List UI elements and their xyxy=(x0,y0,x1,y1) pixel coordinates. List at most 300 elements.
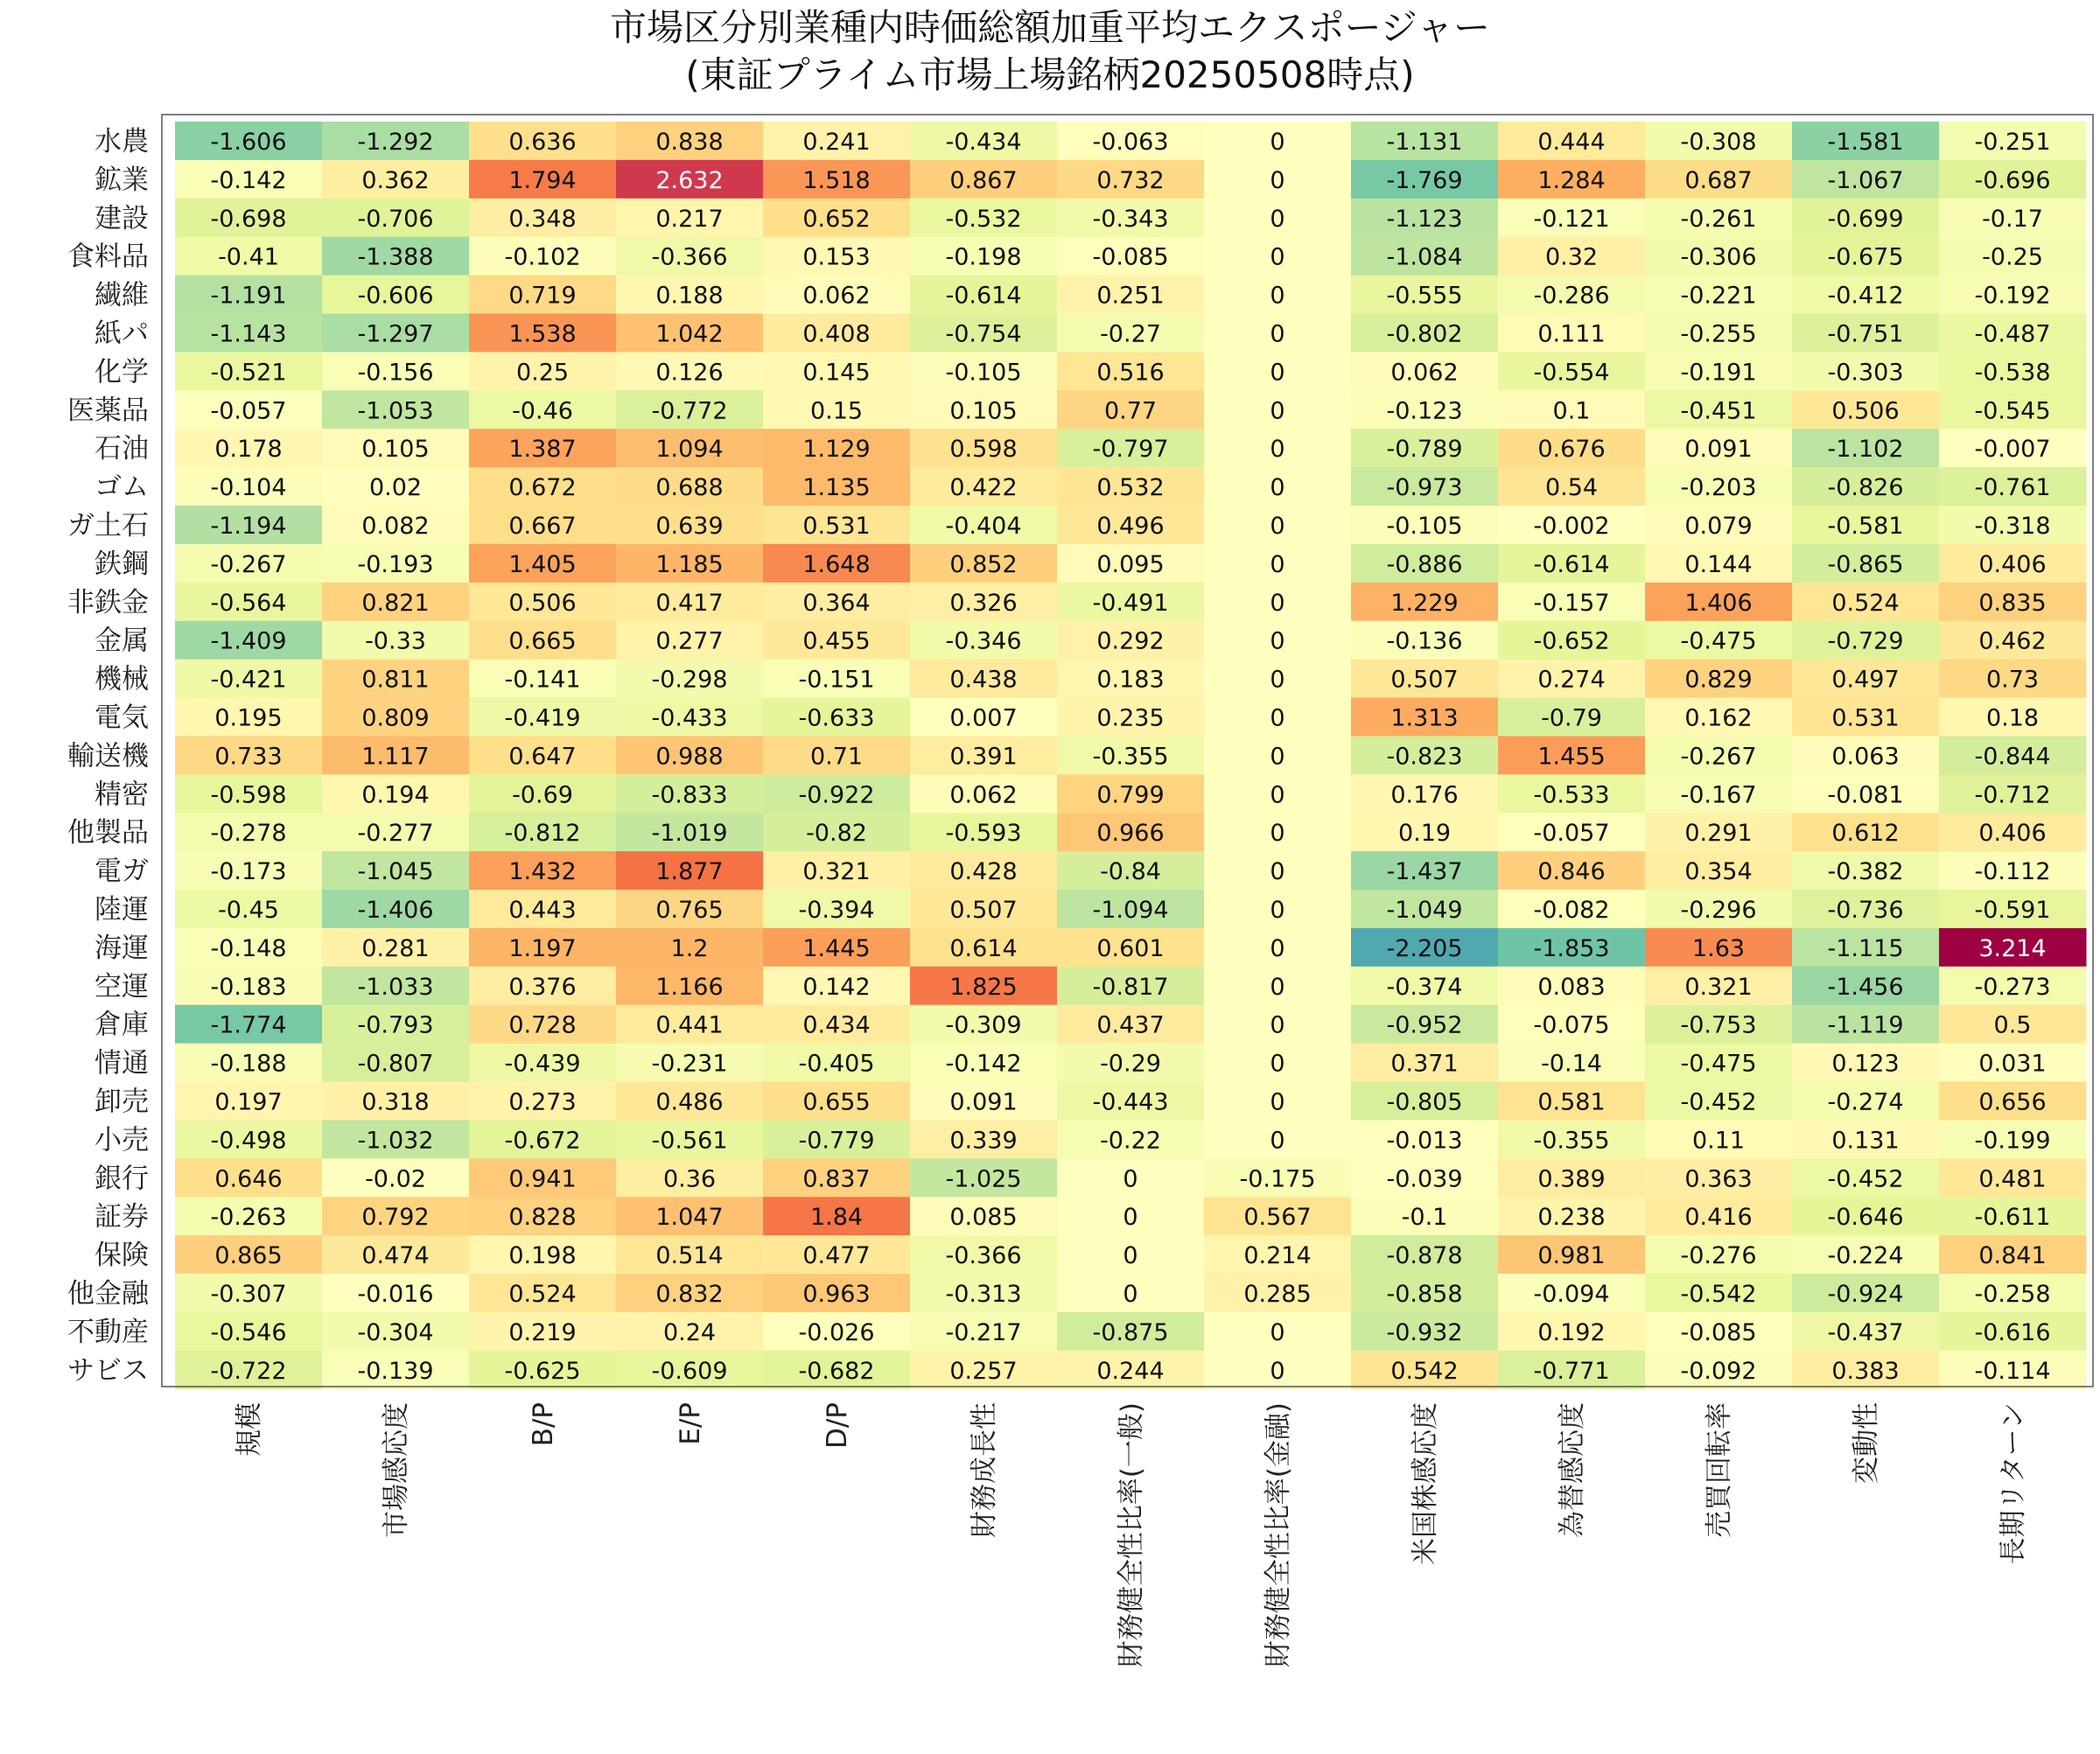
cell-value-label: -1.388 xyxy=(357,243,434,271)
cell-value-label: -0.561 xyxy=(651,1127,728,1155)
cell-value-label: -0.303 xyxy=(1827,359,1904,387)
cell-value-label: 1.129 xyxy=(802,436,871,464)
row-label: 空運 xyxy=(94,970,149,1003)
cell-value-label: -0.173 xyxy=(210,858,287,886)
cell-value-label: 0.496 xyxy=(1096,512,1165,540)
cell-value-label: -0.802 xyxy=(1386,320,1463,348)
cell-value-label: -0.1 xyxy=(1401,1204,1448,1232)
cell-value-label: -0.156 xyxy=(357,359,434,387)
cell-value-label: 0.348 xyxy=(508,205,577,233)
cell-value-label: 0.25 xyxy=(515,359,570,387)
cell-value-label: -0.772 xyxy=(651,397,728,425)
cell-value-label: -0.307 xyxy=(210,1280,287,1308)
cell-value-label: 0.131 xyxy=(1831,1127,1900,1155)
cell-value-label: 1.825 xyxy=(949,973,1018,1001)
cell-value-label: -0.437 xyxy=(1827,1318,1904,1346)
cell-value-label: -1.067 xyxy=(1827,166,1904,194)
cell-value-label: -0.221 xyxy=(1680,282,1757,310)
cell-value-label: 0 xyxy=(1270,205,1285,233)
cell-value-label: -0.309 xyxy=(945,1011,1022,1039)
cell-value-label: -0.722 xyxy=(210,1357,287,1385)
cell-value-label: 0 xyxy=(1270,1127,1285,1155)
cell-value-label: 1.094 xyxy=(655,436,724,464)
cell-value-label: 0.428 xyxy=(949,858,1018,886)
cell-value-label: -1.025 xyxy=(945,1165,1022,1193)
cell-value-label: -0.706 xyxy=(357,205,434,233)
cell-value-label: 0.062 xyxy=(1390,359,1459,387)
column-label: 変動性 xyxy=(1851,1402,1882,1484)
cell-value-label: -0.366 xyxy=(651,243,728,271)
row-label: 海運 xyxy=(94,932,149,964)
cell-value-label: -0.33 xyxy=(365,627,426,655)
row-label: 卸売 xyxy=(94,1086,149,1118)
cell-value-label: -1.853 xyxy=(1533,934,1610,962)
cell-value-label: -0.452 xyxy=(1827,1165,1904,1193)
cell-value-label: 1.284 xyxy=(1537,166,1606,194)
cell-value-label: 1.538 xyxy=(508,320,577,348)
cell-value-label: -0.404 xyxy=(945,512,1022,540)
cell-value-label: 0 xyxy=(1123,1280,1138,1308)
cell-value-label: 0.031 xyxy=(1978,1050,2047,1078)
cell-value-label: 1.84 xyxy=(809,1204,864,1232)
cell-value-label: -0.555 xyxy=(1386,282,1463,310)
cell-value-label: 0.506 xyxy=(508,589,577,617)
cell-value-label: -0.611 xyxy=(1974,1204,2051,1232)
cell-value-label: -0.039 xyxy=(1386,1165,1463,1193)
cell-value-label: 0.612 xyxy=(1831,820,1900,848)
row-label: 不動産 xyxy=(67,1316,149,1348)
cell-value-label: 0.24 xyxy=(662,1318,717,1346)
cell-value-label: -0.487 xyxy=(1974,320,2051,348)
heatmap-cells xyxy=(175,122,2087,1389)
cell-value-label: 0.091 xyxy=(1684,436,1753,464)
cell-value-label: -0.533 xyxy=(1533,781,1610,809)
cell-value-label: -0.771 xyxy=(1533,1357,1610,1385)
cell-value-label: -0.443 xyxy=(1092,1088,1169,1116)
cell-value-label: -1.049 xyxy=(1386,896,1463,924)
cell-value-label: -1.456 xyxy=(1827,973,1904,1001)
cell-value-label: -0.27 xyxy=(1100,320,1161,348)
row-label: 鉱業 xyxy=(94,164,149,196)
cell-value-label: -0.538 xyxy=(1974,359,2051,387)
cell-value-label: 0.079 xyxy=(1684,512,1753,540)
cell-value-label: 0.285 xyxy=(1243,1280,1312,1308)
cell-value-label: -0.276 xyxy=(1680,1242,1757,1270)
cell-value-label: -0.14 xyxy=(1541,1050,1602,1078)
column-label: 長期リターン xyxy=(1998,1402,2029,1565)
cell-value-label: -0.29 xyxy=(1100,1050,1161,1078)
cell-value-label: -1.123 xyxy=(1386,205,1463,233)
cell-value-label: -0.217 xyxy=(945,1318,1022,1346)
cell-value-label: 0.837 xyxy=(802,1165,871,1193)
cell-value-label: -0.105 xyxy=(1386,512,1463,540)
cell-value-label: -0.751 xyxy=(1827,320,1904,348)
cell-value-label: -0.261 xyxy=(1680,205,1757,233)
cell-value-label: -0.865 xyxy=(1827,550,1904,578)
cell-value-label: 0.18 xyxy=(1985,704,2040,732)
cell-value-label: 0.235 xyxy=(1096,704,1165,732)
cell-value-label: 0.214 xyxy=(1243,1242,1312,1270)
cell-value-label: 0.321 xyxy=(1684,973,1753,1001)
cell-value-label: -0.793 xyxy=(357,1011,434,1039)
column-label: 財務健全性比率(金融) xyxy=(1263,1402,1294,1668)
cell-value-label: 0 xyxy=(1270,820,1285,848)
cell-value-label: -0.082 xyxy=(1533,896,1610,924)
cell-value-label: -0.142 xyxy=(210,166,287,194)
cell-value-label: -0.922 xyxy=(798,781,875,809)
cell-value-label: -1.406 xyxy=(357,896,434,924)
cell-value-label: 0.832 xyxy=(655,1280,724,1308)
cell-value-label: -0.439 xyxy=(504,1050,581,1078)
cell-value-label: -0.063 xyxy=(1092,128,1169,156)
cell-value-label: 0.811 xyxy=(361,666,430,694)
cell-value-label: 0 xyxy=(1270,1318,1285,1346)
row-label: 化学 xyxy=(94,356,149,388)
cell-value-label: 0.462 xyxy=(1978,627,2047,655)
row-label: 石油 xyxy=(94,433,149,465)
cell-value-label: 2.632 xyxy=(655,166,724,194)
cell-value-label: 0.474 xyxy=(361,1242,430,1270)
cell-value-label: 0.416 xyxy=(1684,1204,1753,1232)
cell-value-label: -0.606 xyxy=(357,282,434,310)
cell-value-label: -0.682 xyxy=(798,1357,875,1385)
chart-subtitle: (東証プライム市場上場銘柄20250508時点) xyxy=(685,53,1415,96)
cell-value-label: 0.11 xyxy=(1691,1127,1746,1155)
cell-value-label: 1.432 xyxy=(508,858,577,886)
cell-value-label: 0 xyxy=(1270,436,1285,464)
cell-value-label: 0 xyxy=(1270,1011,1285,1039)
cell-value-label: 0.126 xyxy=(655,359,724,387)
cell-value-label: -0.805 xyxy=(1386,1088,1463,1116)
cell-value-label: 1.135 xyxy=(802,474,871,502)
cell-value-label: -0.973 xyxy=(1386,474,1463,502)
cell-value-label: 1.197 xyxy=(508,934,577,962)
cell-value-label: 0.238 xyxy=(1537,1204,1606,1232)
cell-value-label: -0.625 xyxy=(504,1357,581,1385)
cell-value-label: 0.082 xyxy=(361,512,430,540)
cell-value-label: -0.142 xyxy=(945,1050,1022,1078)
cell-value-label: 1.117 xyxy=(361,743,430,771)
column-labels xyxy=(234,1402,2029,1667)
cell-value-label: -0.007 xyxy=(1974,436,2051,464)
cell-value-label: 3.214 xyxy=(1978,934,2047,962)
cell-value-label: -0.296 xyxy=(1680,896,1757,924)
column-label: 財務健全性比率(一般) xyxy=(1116,1402,1147,1668)
cell-value-label: 1.387 xyxy=(508,436,577,464)
cell-value-label: 0.838 xyxy=(655,128,724,156)
cell-value-label: 0.422 xyxy=(949,474,1018,502)
cell-value-label: 0.406 xyxy=(1978,820,2047,848)
cell-value-label: 1.166 xyxy=(655,973,724,1001)
column-label: 市場感応度 xyxy=(381,1402,412,1538)
cell-value-label: 0.765 xyxy=(655,896,724,924)
row-label: 建設 xyxy=(94,202,149,234)
cell-value-label: 0.963 xyxy=(802,1280,871,1308)
cell-value-label: -0.092 xyxy=(1680,1357,1757,1385)
cell-value-label: -0.002 xyxy=(1533,512,1610,540)
cell-value-label: -0.475 xyxy=(1680,627,1757,655)
cell-value-label: 0.19 xyxy=(1397,820,1452,848)
cell-value-label: -0.886 xyxy=(1386,550,1463,578)
cell-value-label: -0.82 xyxy=(806,820,867,848)
column-label: 売買回転率 xyxy=(1704,1402,1735,1538)
row-label: 小売 xyxy=(94,1124,149,1157)
cell-value-label: -0.139 xyxy=(357,1357,434,1385)
cell-value-label: 0 xyxy=(1270,550,1285,578)
cell-value-label: 0.581 xyxy=(1537,1088,1606,1116)
cell-value-label: -0.696 xyxy=(1974,166,2051,194)
cell-value-label: 0.507 xyxy=(949,896,1018,924)
cell-value-label: -0.104 xyxy=(210,474,287,502)
row-label: ゴム xyxy=(94,472,149,504)
cell-value-label: 0 xyxy=(1270,627,1285,655)
cell-value-label: -0.633 xyxy=(798,704,875,732)
cell-value-label: -0.193 xyxy=(357,550,434,578)
row-label: サビス xyxy=(67,1354,149,1387)
cell-value-label: 0.966 xyxy=(1096,820,1165,848)
cell-value-label: -0.736 xyxy=(1827,896,1904,924)
cell-value-label: -0.405 xyxy=(798,1050,875,1078)
cell-value-label: -0.433 xyxy=(651,704,728,732)
cell-value-label: 0.02 xyxy=(368,474,423,502)
cell-value-label: -0.498 xyxy=(210,1127,287,1155)
cell-value-label: -0.761 xyxy=(1974,474,2051,502)
cell-value-label: 0.829 xyxy=(1684,666,1753,694)
cell-value-label: 0.062 xyxy=(802,282,871,310)
cell-value-label: 0 xyxy=(1270,397,1285,425)
cell-value-label: -0.812 xyxy=(504,820,581,848)
cell-value-label: 0.598 xyxy=(949,436,1018,464)
cell-value-label: 0.443 xyxy=(508,896,577,924)
cell-value-label: -0.085 xyxy=(1092,243,1169,271)
cell-value-label: -0.554 xyxy=(1533,359,1610,387)
cell-value-label: -0.304 xyxy=(357,1318,434,1346)
cell-value-label: -1.292 xyxy=(357,128,434,156)
cell-value-label: 0.095 xyxy=(1096,550,1165,578)
cell-value-label: 0.162 xyxy=(1684,704,1753,732)
cell-value-label: 0.867 xyxy=(949,166,1018,194)
cell-value-label: -1.194 xyxy=(210,512,287,540)
cell-value-label: 0.273 xyxy=(508,1088,577,1116)
cell-value-label: -0.267 xyxy=(210,550,287,578)
row-label: 他製品 xyxy=(67,817,149,849)
cell-value-label: 0.105 xyxy=(361,436,430,464)
cell-value-label: -0.475 xyxy=(1680,1050,1757,1078)
cell-value-label: 0.434 xyxy=(802,1011,871,1039)
cell-value-label: -0.175 xyxy=(1239,1165,1316,1193)
cell-value-label: 0.809 xyxy=(361,704,430,732)
cell-value-label: -0.614 xyxy=(1533,550,1610,578)
cell-value-label: 0 xyxy=(1270,128,1285,156)
cell-value-label: -0.614 xyxy=(945,282,1022,310)
cell-value-label: 0.1 xyxy=(1552,397,1591,425)
cell-value-label: 0.007 xyxy=(949,704,1018,732)
column-label: B/P xyxy=(528,1402,559,1447)
cell-value-label: -0.286 xyxy=(1533,282,1610,310)
row-label: ガ土石 xyxy=(67,509,149,542)
cell-value-label: 0.732 xyxy=(1096,166,1165,194)
cell-value-label: -0.085 xyxy=(1680,1318,1757,1346)
cell-value-label: -0.823 xyxy=(1386,743,1463,771)
cell-value-label: -0.521 xyxy=(210,359,287,387)
cell-value-label: 0.688 xyxy=(655,474,724,502)
cell-value-label: 0.719 xyxy=(508,282,577,310)
cell-value-label: 0.846 xyxy=(1537,858,1606,886)
cell-value-label: -0.434 xyxy=(945,128,1022,156)
cell-value-label: 0.194 xyxy=(361,781,430,809)
cell-value-label: 0.646 xyxy=(214,1165,283,1193)
cell-value-label: -0.729 xyxy=(1827,627,1904,655)
cell-value-label: 1.518 xyxy=(802,166,871,194)
cell-value-label: -0.355 xyxy=(1533,1127,1610,1155)
cell-value-label: -0.057 xyxy=(1533,820,1610,848)
cell-value-label: 0 xyxy=(1270,743,1285,771)
cell-value-label: -0.699 xyxy=(1827,205,1904,233)
cell-value-label: 0 xyxy=(1270,781,1285,809)
cell-value-label: 0.77 xyxy=(1103,397,1158,425)
cell-value-label: -0.412 xyxy=(1827,282,1904,310)
cell-value-label: -0.382 xyxy=(1827,858,1904,886)
cell-value-label: -0.698 xyxy=(210,205,287,233)
cell-value-label: -0.105 xyxy=(945,359,1022,387)
cell-value-label: 0.531 xyxy=(802,512,871,540)
cell-value-label: 0.111 xyxy=(1537,320,1606,348)
cell-value-label: 0.406 xyxy=(1978,550,2047,578)
cell-value-label: -1.769 xyxy=(1386,166,1463,194)
column-label: 財務成長性 xyxy=(969,1402,1000,1538)
cell-value-label: -0.274 xyxy=(1827,1088,1904,1116)
cell-value-label: -1.437 xyxy=(1386,858,1463,886)
cell-value-label: 0.841 xyxy=(1978,1242,2047,1270)
cell-value-label: 0.667 xyxy=(508,512,577,540)
cell-value-label: 0.091 xyxy=(949,1088,1018,1116)
cell-value-label: -0.451 xyxy=(1680,397,1757,425)
cell-value-label: 0.799 xyxy=(1096,781,1165,809)
cell-value-label: 1.405 xyxy=(508,550,577,578)
cell-value-label: -0.123 xyxy=(1386,397,1463,425)
cell-value-label: 0 xyxy=(1270,896,1285,924)
cell-value-label: 0.241 xyxy=(802,128,871,156)
cell-value-label: 0.063 xyxy=(1831,743,1900,771)
cell-value-label: -0.807 xyxy=(357,1050,434,1078)
cell-value-label: 0.636 xyxy=(508,128,577,156)
cell-value-label: -0.952 xyxy=(1386,1011,1463,1039)
cell-value-label: 0.71 xyxy=(809,743,864,771)
cell-value-label: 0.257 xyxy=(949,1357,1018,1385)
row-label: 金属 xyxy=(94,625,149,657)
cell-value-label: -0.255 xyxy=(1680,320,1757,348)
cell-value-label: 0.455 xyxy=(802,627,871,655)
cell-value-label: 0 xyxy=(1270,474,1285,502)
cell-value-label: -1.409 xyxy=(210,627,287,655)
cell-value-label: -0.102 xyxy=(504,243,581,271)
cell-value-label: 0.532 xyxy=(1096,474,1165,502)
cell-value-label: 0 xyxy=(1123,1165,1138,1193)
cell-value-label: 1.047 xyxy=(655,1204,724,1232)
cell-value-label: 0.364 xyxy=(802,589,871,617)
cell-value-label: 0.326 xyxy=(949,589,1018,617)
cell-value-label: 0.363 xyxy=(1684,1165,1753,1193)
cell-value-label: -0.308 xyxy=(1680,128,1757,156)
cell-value-label: -0.84 xyxy=(1100,858,1161,886)
cell-value-label: 1.406 xyxy=(1684,589,1753,617)
cell-value-label: 1.794 xyxy=(508,166,577,194)
cell-value-label: 0.142 xyxy=(802,973,871,1001)
cell-value-label: -0.419 xyxy=(504,704,581,732)
column-label: D/P xyxy=(822,1402,853,1450)
cell-value-label: 0 xyxy=(1123,1204,1138,1232)
cell-value-label: 1.877 xyxy=(655,858,724,886)
cell-value-label: 1.445 xyxy=(802,934,871,962)
cell-value-label: 0.354 xyxy=(1684,858,1753,886)
cell-value-label: -0.609 xyxy=(651,1357,728,1385)
cell-value-label: -0.421 xyxy=(210,666,287,694)
cell-value-label: 0.655 xyxy=(802,1088,871,1116)
cell-value-label: 0.188 xyxy=(655,282,724,310)
cell-value-label: -1.131 xyxy=(1386,128,1463,156)
row-label: 銀行 xyxy=(94,1163,149,1195)
cell-value-label: -0.199 xyxy=(1974,1127,2051,1155)
cell-value-label: 0.542 xyxy=(1390,1357,1459,1385)
cell-value-label: 0.383 xyxy=(1831,1357,1900,1385)
cell-value-label: 1.185 xyxy=(655,550,724,578)
cell-value-label: 0.145 xyxy=(802,359,871,387)
cell-value-label: -0.075 xyxy=(1533,1011,1610,1039)
cell-value-label: 0.672 xyxy=(508,474,577,502)
cell-value-label: -0.652 xyxy=(1533,627,1610,655)
row-label: 繊維 xyxy=(94,279,149,311)
cell-value-label: -2.205 xyxy=(1386,934,1463,962)
cell-value-label: 0 xyxy=(1270,359,1285,387)
cell-value-label: -0.833 xyxy=(651,781,728,809)
cell-value-label: 0.281 xyxy=(361,934,430,962)
cell-value-label: -0.452 xyxy=(1680,1088,1757,1116)
cell-value-label: -0.346 xyxy=(945,627,1022,655)
cell-value-label: -0.251 xyxy=(1974,128,2051,156)
cell-value-label: 0 xyxy=(1270,589,1285,617)
cell-value-label: 0.507 xyxy=(1390,666,1459,694)
cell-value-label: -0.616 xyxy=(1974,1318,2051,1346)
cell-value-label: 0.219 xyxy=(508,1318,577,1346)
row-label: 非鉄金 xyxy=(67,586,149,618)
cell-value-label: -0.875 xyxy=(1092,1318,1169,1346)
cell-value-label: -0.69 xyxy=(512,781,573,809)
cell-value-label: 0.391 xyxy=(949,743,1018,771)
cell-value-label: -0.016 xyxy=(357,1280,434,1308)
cell-value-label: 0.652 xyxy=(802,205,871,233)
cell-value-label: -0.46 xyxy=(512,397,573,425)
cell-value-label: 1.313 xyxy=(1390,704,1459,732)
cell-value-label: 0 xyxy=(1270,243,1285,271)
row-label: 鉄鋼 xyxy=(94,548,149,580)
row-label: 保険 xyxy=(94,1240,149,1272)
cell-value-label: -1.094 xyxy=(1092,896,1169,924)
cell-value-label: -0.278 xyxy=(210,820,287,848)
row-label: 電気 xyxy=(94,702,149,734)
cell-value-label: -0.41 xyxy=(218,243,279,271)
cell-value-label: -0.491 xyxy=(1092,589,1169,617)
cell-value-label: -1.297 xyxy=(357,320,434,348)
cell-value-label: 0.417 xyxy=(655,589,724,617)
cell-value-label: -0.298 xyxy=(651,666,728,694)
column-label: 為替感応度 xyxy=(1557,1402,1588,1538)
cell-value-label: -0.157 xyxy=(1533,589,1610,617)
row-label: 倉庫 xyxy=(94,1009,149,1041)
cell-value-label: -0.277 xyxy=(357,820,434,848)
cell-value-label: -0.924 xyxy=(1827,1280,1904,1308)
cell-value-label: -0.754 xyxy=(945,320,1022,348)
cell-value-label: 0.865 xyxy=(214,1242,283,1270)
